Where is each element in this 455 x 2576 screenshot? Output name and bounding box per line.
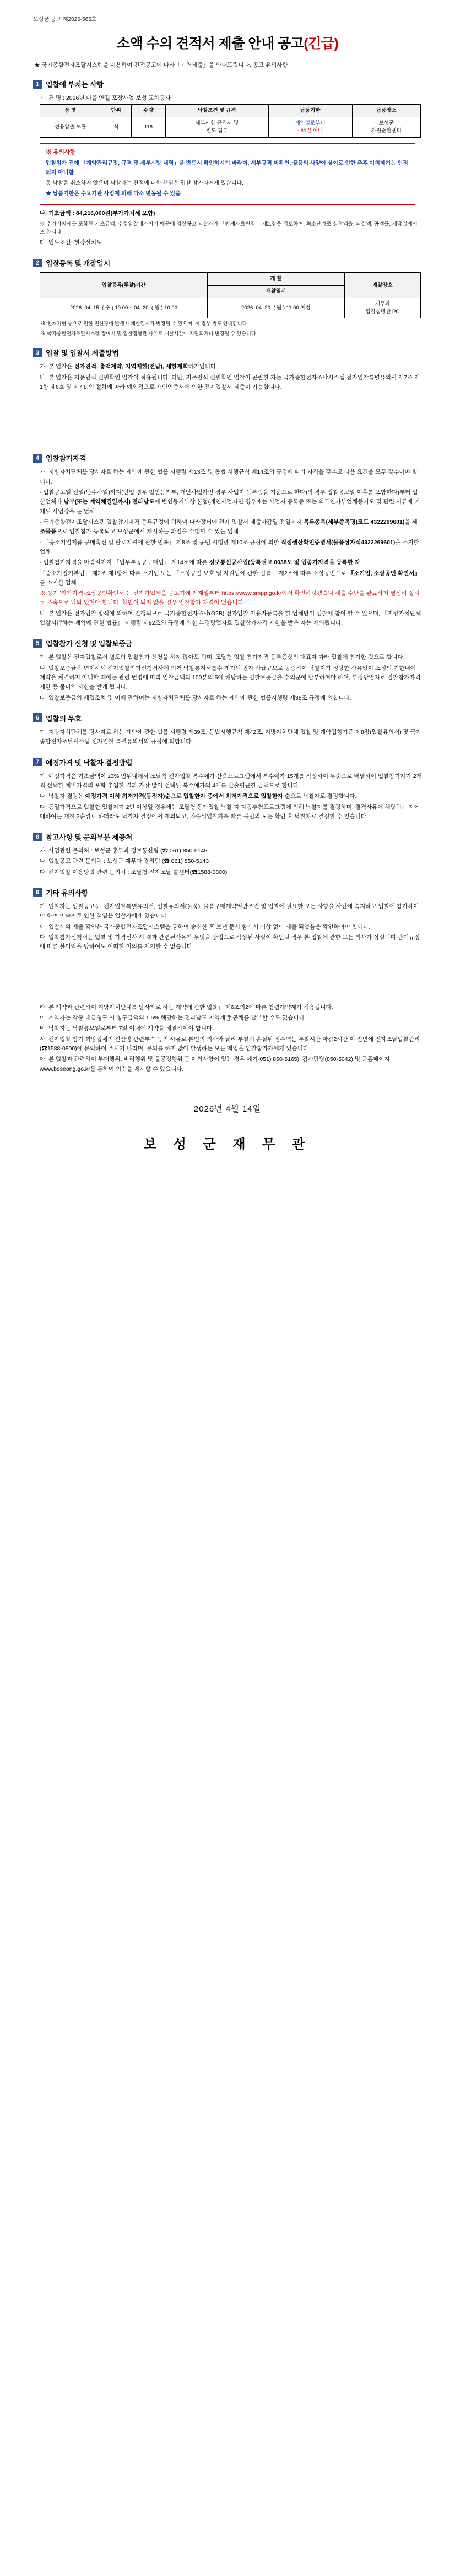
col-qty: 수량 [131, 105, 165, 117]
section-title: 입찰참가자격 [46, 454, 86, 463]
s9-item: 다. 입찰참가신청서는 입찰 및 가격신사 시 결과 관련된사유가 무엇을 방법으로 작성된 사실이 확인될 경우 본 입찰에 관한 모든 의사가 상실되며 관계규정에 따른 불이익을 당하여도 어떠한 이의를 제기할 수 없습니다. [40, 934, 420, 951]
s4-item: 「중소기업기본법」 제2조 제1항에 따른 소기업 또는 「소상공인 보호 및 지원법에 관한 법률」 제2조에 따른 소상공인으로 『소기업, 소상공인 확인서』를 소지한 업체 [40, 570, 420, 586]
col-name: 품 명 [40, 105, 101, 117]
notice-box [40, 143, 415, 205]
items-table [40, 104, 421, 137]
notice-list [46, 159, 409, 198]
s5-item: 가. 본 입찰은 전자입찰로서 별도의 입찰참가 신청을 하지 않아도 되며, 조달청 입찰 참가자격 등록증상의 대표자 따라 입찰에 참가한 것으로 합니다. [40, 654, 405, 661]
col-spec: 낙찰조건 및 규격 [166, 105, 269, 117]
section-number: 5 [33, 639, 42, 648]
cell-spec [166, 117, 269, 138]
section-9-body [40, 902, 422, 952]
notice-item: 입찰참가 전에 「계약관리규정, 규격 및 세부시방 내역」을 반드시 확인하시기 바라며, 세부규격 미확인, 물품의 사양이 상이로 인한 추후 이의제기는 인정되지 아니함 [46, 160, 408, 176]
deadline-prefix: 계약일로부터 [295, 120, 326, 127]
section-heading-3 [33, 347, 422, 358]
col-open-place: 개찰장소 [344, 273, 420, 298]
open-place-line-2: 입찰집행관 PC [365, 308, 400, 315]
section-1-body [40, 94, 422, 103]
section-5-body [40, 653, 422, 703]
deadline-suffix: ~60일 이내 [297, 127, 323, 134]
spacer [33, 393, 422, 443]
section-number: 1 [33, 80, 42, 89]
section-heading-8 [33, 831, 422, 842]
section-3-body [40, 362, 422, 392]
section-heading-4 [33, 453, 422, 463]
s9-item: 사. 전자입찰 참가 희망업체의 전산망 관련부속 등의 사유로 본인의 의사와 달리 투찰시 손실된 정수액는 투찰시간 마감2시간 이 전면에 전자조달입찰관리(☎1588-0800)에 문의하여 주시기 바라며, 문의를 하지 않아 발생하는 모든 책임은 입찰참가자에게 있습니다. [40, 1035, 420, 1052]
section-title: 입찰참가 신청 및 입찰보증금 [46, 640, 133, 648]
place-line-2: 자원순환센터 [371, 127, 402, 134]
s4-item: - 입찰공고일 전일(단수사일)까지(인입 경우 법인등기부, 개인사업자인 경우 사업자 등록증을 기준으로 한다)의 경우 입찰공고일 이후를 포함한다)부터 입찰업체가 남부(또는 계약체결일까지) 전라남도에 법인등기부상 본점(개인사업자인 경우에는 사업자 등록증 또는 의무인가부업체등기도 및 관련 서류에 기재된 사업장을 둔 업체 [40, 489, 420, 515]
table-header-row [40, 105, 421, 117]
s7-item: 가. 예정가격은 기초금액이 ±3% 범위내에서 조달청 전자입찰 복수예가 산출프로그램에서 복수예가 15개를 작성하여 무순으로 배열하여 입찰참가자가 2개씩 선택한 예비가격의 포함 추첨한 결과 가장 많이 선택된 복수예가의 4개를 산술평균한 금액으로 합니다. [40, 772, 422, 789]
section-heading-6 [33, 713, 422, 723]
section-9-body-cont [40, 1003, 422, 1074]
schedule-table [40, 272, 421, 318]
section-title: 입찰에 부치는 사항 [46, 80, 104, 89]
s8-item: 가. 사업관련 문의처 : 보성군 총무과 정보통신팀 (☎ 061) 850-5145 [40, 847, 208, 855]
section-number: 3 [33, 348, 42, 357]
base-amount-note: ※ 추가가치세를 포함한 기초금액, 추정입찰대가이기 때문에 입찰공고 낙찰자가 「변계자료원칙」 제2.장을 검토하여, 최소단가로 실정액을, 의결액, 공액률, 제작일계시 조 참시다. [40, 221, 418, 236]
s9-item: 아. 본 입찰과 관련하여 부패행위, 비리행위 및 불공정행위 등 이의사항이 있는 경우 예기-051) 850-5165), 감사담당(850-5042) 및 군홈페이지 www.boseong.go.kr를 통하여 의견을 제시할 수 있습니다. [40, 1056, 390, 1072]
s4-item: - 「중소기업제품 구매촉진 및 판로지원에 관한 법률」 제8조 및 동법 시행령 제10조 규정에 의한 직접생산확인증명서(물품상자식4322269601)을 소지한 업체 [40, 539, 419, 555]
s4-item-warning: ※ 상기 '참가자격·소상공인확인서 는 전자가입제출 공고기에 게재일부터 https://www.smpp.go.kr에서 확인하시겠습니 세출 수단을 완료하지 열심히 실시로 조속으로 나와 있어야 합니다. 확인이 되지 않을 경우 입찰참가 자격이 없습니다. [40, 590, 420, 607]
spacer [33, 953, 422, 1003]
section-title: 입찰등록 및 개찰일시 [46, 259, 110, 268]
col-unit: 단위 [101, 105, 131, 117]
s3-item: 나. 본 입찰은 지문인식 신원확인 입찰이 적용됩니다. 다만, 지문인식 신원확인 입찰이 곤란한 자는 국가종합전자조달시스템 전자입찰특별유의서 제7조 제1항 제6호 및 제7.8.의 절차에 따라 예외적으로 개인인증서에 의한 전자입찰서 제출이 가능합니다. [40, 374, 420, 391]
spec-line-2: 별도 첨부 [206, 127, 228, 134]
section-heading-7 [33, 757, 422, 768]
col-open-datetime: 개찰일시 [208, 286, 345, 298]
s4-item: - 입찰참가자격을 마감일까지 「법무부공공구매법」 제14조에 따른 정보통신공사업(등록권고 0038도 및 업종가자격을 등록한 자 [40, 559, 360, 566]
s4-item: 가. 지방자치단체를 당사자로 하는 계약에 관한 법률 시행령 제13조 및 동법 시행규칙 제14조의 규정에 따라 자격을 갖추고 다음 요건을 모두 갖추어야 합니다. [40, 469, 418, 485]
table-row [40, 298, 421, 318]
open-place-line-1: 재무과 [375, 300, 391, 307]
bid-name-line: 가. 건 명 : 2026년 마을 안길 포장사업 보성 교체공사 [40, 95, 171, 101]
signature-organization: 보 성 군 재 무 관 [143, 1136, 312, 1152]
place-line-1: 보성군 [378, 120, 394, 127]
table-header-row [40, 273, 421, 286]
notice-title: ※ 유의사항 [46, 148, 75, 155]
section-number: 2 [33, 259, 42, 267]
cell-open-place [344, 298, 420, 318]
section-number: 6 [33, 713, 42, 722]
cell-deadline [268, 117, 352, 138]
s8-item: 나. 입찰공고 관련 문의처 : 보성군 재무과 경리팀 (☎ 061) 850-5143 [40, 858, 209, 865]
section-number: 8 [33, 833, 42, 841]
s9-item: 나. 입찰서의 제출 확인은 국가종합전자조달시스템을 통하여 송신한 후 보낸 문서 함에서 이상 없이 제출 되었음을 확인하여야 합니다. [40, 923, 371, 930]
s8-item: 다. 전자입찰 이용방법 관련 문의처 : 조달청 전자조달 콜센터(☎1588-0800) [40, 868, 228, 876]
s4-item: 나. 본 입찰은 전자입찰 방식에 의하여 진행되므로 국가종합전자조달(G2B) 전자입찰 이용자등록을 한 업체만이 입찰에 참여 할 수 있으며, 『지방자치단체 입찰시行하는 계약에 관한 법률』 시행령 제92조의 규정에 의한 부정당업자로 입찰참가자격 제한을 받은 자는 제외됩니다. [40, 610, 421, 627]
s7-item: 다. 동일가격으로 입찰한 입찰자가 2인 이상일 경우에는 조달청 동가입찰 낙찰 자 자동추첨프로그램에 의해 낙찰자를 결정하며, 결격사유에 해당되는 자에 대하여는 개찰 2순위로 하더라도 낙찰자 결정에서 제외되고, 차순위입찰자를 따른 불법의 모든 확인 후 낙찰자로 결정할 수 있습니다. [40, 803, 420, 820]
notice-item: 동 낙찰을 취소하지 않으며 낙찰자는 견적에 대한 책임은 입찰 참가자에게 있습니다. [46, 180, 244, 187]
section-number: 7 [33, 758, 42, 766]
cell-qty: 116 [131, 117, 165, 138]
delivery-condition-line: 다. 입도조건: 현장설치도 [40, 239, 102, 246]
cell-place [352, 117, 420, 138]
signature-date: 2026년 4월 14일 [193, 1104, 262, 1114]
s4-item: - 국가종합전자조달시스템 입찰참가자격 등록규정에 의하여 나라장터에 전자 입찰서 제출마감일 전일까지 목록종목(세부종목명)코드 4322269601)을 제조물품으로 입찰참가 등록되고 보성군에서 제시하는 과업을 수행할 수 있는 업체 [40, 518, 418, 535]
section-title: 참고사항 및 문의부분 제공처 [46, 833, 133, 842]
section-7-body [40, 772, 422, 822]
signature-block [33, 1103, 422, 1152]
cell-open-datetime: 2026. 04. 20. ( 월 ) 11:00 예정 [208, 298, 345, 318]
lead-text: ★ 국가종합전자조달시스템을 이용하여 견적공고에 따라「가격제출」을 안내드립니다. 공고 유의사항 [34, 62, 288, 68]
table-row [40, 117, 421, 138]
base-amount-line: 나. 기초금액 : 84,216,000원(부가가치세 포함) [40, 210, 155, 217]
s9-item: 가. 입찰자는 입찰공고문, 전자입찰특별유의서, 입찰유의서(물품), 물품구매계약일반조건 및 입찰에 필요한 모든 사항을 사전에 숙지하고 입찰에 참가하여야 하며 미숙지로 인한 책임은 입찰자에게 있습니다. [40, 903, 419, 920]
spec-line-1: 세부사항 규격서 및 [195, 120, 239, 127]
section-title: 기타 유의사항 [46, 889, 88, 898]
col-open: 개 찰 [208, 273, 345, 286]
section-heading-9 [33, 887, 422, 898]
section-title: 입찰 및 입찰서 제출방법 [46, 349, 119, 358]
document-number: 보성군 공고 제2026-565호 [33, 17, 97, 23]
s9-item: 라. 본 계약과 관련하여 지방자치단체를 당사자로 하는 계약에 관한 법률」 제6조의2에 따른 청렴계약제가 적용됩니다. [40, 1003, 333, 1011]
col-deadline: 납품기한 [268, 105, 352, 117]
section-4-body [40, 468, 422, 628]
s7-item: 나. 낙찰자 결정은 예정가격 이하 최저가격(동점자)순으로 입찰한자 중에서 최저가격으로 입찰한자 순으로 낙찰자로 결정합니다. [40, 793, 357, 800]
cell-unit: 식 [101, 117, 131, 138]
section-heading-5 [33, 638, 422, 648]
section-number: 4 [33, 454, 42, 463]
section-title: 입찰의 무효 [46, 714, 82, 723]
page-title: 소액 수의 견적서 제출 안내 공고(긴급) [116, 36, 339, 51]
s9-item: 바. 낙찰자는 낙찰통보일로부터 7일 이내에 계약을 체결하여야 합니다. [40, 1025, 214, 1032]
s5-item: 다. 입찰보증금의 세입조치 및 이에 관하여는 지방자치단체를 당사자로 하는 계약에 관한 법률시행령 제38조 규정에 의합니다. [40, 694, 351, 701]
schedule-note-2: ※ 국가종합전자조달시스템 장애시 및 입찰집행관 사유로 개찰시간이 지연되거나 변경될 수 있습니다. [41, 330, 257, 336]
s9-item: 마. 계약자는 각종 대금청구 시 청구금액의 1.5% 해당하는 전라남도 지역개발 공채를 납부할 수도 있습니다. [40, 1014, 306, 1021]
section-number: 9 [33, 888, 42, 897]
section-6-body [40, 728, 422, 747]
section-heading-1 [33, 79, 422, 89]
schedule-note-1: ※ 천재지변 등으로 인한 전산장애 발생시 개찰일시가 변경될 수 있으며, 이 경우 별도 안내합니다. [41, 321, 248, 327]
notice-item: ★ 납품기한은 수요기관 사정에 의해 다소 변동될 수 있음 [46, 191, 181, 197]
col-place: 납품장소 [352, 105, 420, 117]
document-title-wrap [33, 33, 422, 52]
section-1-extra [40, 209, 422, 248]
section-title: 예정가격 및 낙찰자 결정방법 [46, 758, 133, 767]
cell-name: 전용압출 모듈 [40, 117, 101, 138]
s5-item: 나. 입찰보증금은 면제하되 전자입찰참가신청서사에 의거 낙찰통지서를수 게기되 권자 사급규모로 공증하여 낙찰자가 정당한 사유없이 소정의 기한내에 계약을 체결하지 아니할 때에는 관련 법령에 따라 입찰금액의 100분의 5에 해당하는 입찰보증금을 수의군에 납부하여야 하며, 부정당업자로 입찰참가자격 제한 등 불이익 제한을 받게 됩니다. [40, 664, 421, 691]
section-8-body [40, 846, 422, 877]
cell-bid-period: 2026. 04. 15. ( 수 ) 10:00 ~ 04. 20. ( 월 ) 10:00 [40, 298, 208, 318]
section-heading-2 [33, 257, 422, 268]
s3-item: 가. 본 입찰은 전자견적, 총액계약, 지역제한(전남), 세한제회하기입니다. [40, 363, 218, 371]
col-bid-period: 입찰등록(투찰)기간 [40, 273, 208, 298]
s6-item: 가. 지방자치단체를 당사자로 하는 계약에 관한 법률 시행령 제39조, 동법시행규칙 제42조, 지방자치단체 입찰 및 계약집행기준 제8장(입찰유의서) 및 국가종합전자조달시스템 전자입찰 특별유의서의 규정에 의합니다. [40, 728, 421, 745]
